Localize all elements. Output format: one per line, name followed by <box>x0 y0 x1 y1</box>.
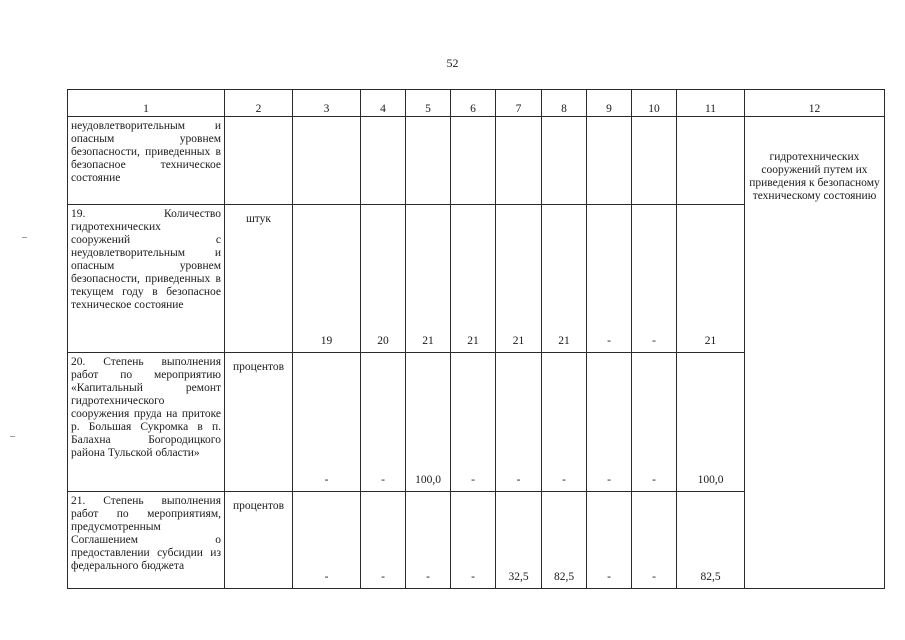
indicator-description: 19. Количество гидротехнических сооружений с неудовлетворительным и опасным уровнем безопасности, приведенных в текущем году в безопасное техническое состояние <box>68 205 225 353</box>
value-cell <box>587 117 632 205</box>
value-cell <box>451 117 496 205</box>
header-cell: 1 <box>68 90 225 117</box>
value-cell: - <box>587 492 632 589</box>
value-cell: 19 <box>293 205 361 353</box>
value-cell: 100,0 <box>406 353 451 492</box>
value-cell: 32,5 <box>496 492 542 589</box>
table-row <box>68 117 885 205</box>
value-cell: 100,0 <box>677 353 745 492</box>
header-cell: 2 <box>225 90 293 117</box>
header-row <box>68 90 885 117</box>
value-cell: 21 <box>496 205 542 353</box>
value-cell: - <box>587 353 632 492</box>
unit-cell <box>225 117 293 205</box>
value-cell: 21 <box>542 205 587 353</box>
value-cell: 20 <box>361 205 406 353</box>
indicator-description: неудовлетворительным и опасным уровнем безопасности, приведенных в безопасное техническое состояние <box>68 117 225 205</box>
value-cell: - <box>293 492 361 589</box>
header-cell: 3 <box>293 90 361 117</box>
page-number: 52 <box>446 56 459 70</box>
value-cell: - <box>632 353 677 492</box>
unit-cell: процентов <box>225 492 293 589</box>
value-cell: 82,5 <box>542 492 587 589</box>
value-cell: - <box>361 492 406 589</box>
note-cell: гидротехнических сооружений путем их приведения к безопасному техническому состоянию <box>745 117 885 589</box>
value-cell <box>542 117 587 205</box>
value-cell: - <box>542 353 587 492</box>
value-cell: - <box>496 353 542 492</box>
value-cell <box>496 117 542 205</box>
report-table <box>67 89 885 589</box>
header-cell: 12 <box>745 90 885 117</box>
value-cell: - <box>293 353 361 492</box>
header-cell: 8 <box>542 90 587 117</box>
value-cell: - <box>361 353 406 492</box>
margin-mark <box>22 237 27 238</box>
value-cell: - <box>451 492 496 589</box>
header-cell: 9 <box>587 90 632 117</box>
header-cell: 10 <box>632 90 677 117</box>
value-cell: 21 <box>677 205 745 353</box>
value-cell: - <box>587 205 632 353</box>
header-cell: 7 <box>496 90 542 117</box>
value-cell: - <box>451 353 496 492</box>
unit-cell: процентов <box>225 353 293 492</box>
value-cell <box>632 117 677 205</box>
value-cell <box>406 117 451 205</box>
value-cell <box>677 117 745 205</box>
margin-mark <box>10 436 15 437</box>
value-cell <box>361 117 406 205</box>
value-cell <box>293 117 361 205</box>
value-cell: 21 <box>451 205 496 353</box>
value-cell: - <box>406 492 451 589</box>
header-cell: 5 <box>406 90 451 117</box>
value-cell: 82,5 <box>677 492 745 589</box>
unit-cell: штук <box>225 205 293 353</box>
value-cell: 21 <box>406 205 451 353</box>
value-cell: - <box>632 492 677 589</box>
header-cell: 11 <box>677 90 745 117</box>
indicator-description: 21. Степень выполнения работ по мероприятиям, предусмотренным Соглашением о предоставлении субсидии из федерального бюджета <box>68 492 225 589</box>
header-cell: 4 <box>361 90 406 117</box>
indicator-description: 20. Степень выполнения работ по мероприятию «Капитальный ремонт гидротехнического сооружения пруда на притоке р. Большая Сукромка в п. Балахна Богородицкого района Тульской области» <box>68 353 225 492</box>
header-cell: 6 <box>451 90 496 117</box>
value-cell: - <box>632 205 677 353</box>
